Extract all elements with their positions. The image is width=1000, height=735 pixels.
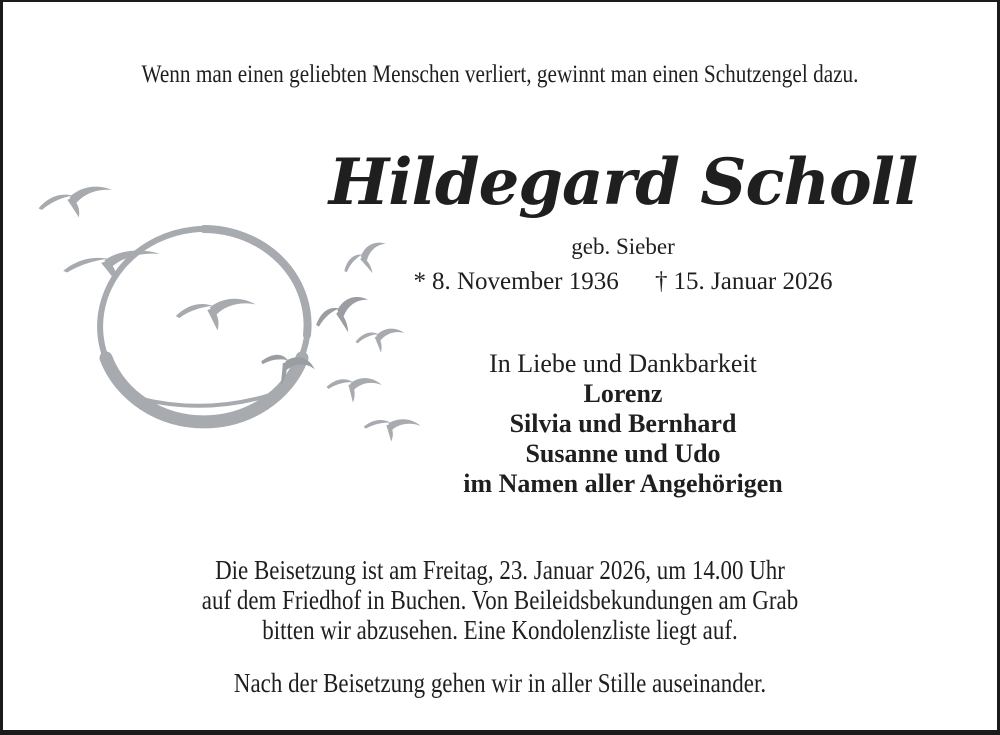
- birth-date-group: [413, 268, 625, 295]
- deceased-name: Hildegard Scholl: [328, 145, 918, 220]
- family-name-line: Lorenz: [583, 379, 663, 408]
- bird-icon: [37, 185, 115, 221]
- death-date-group: [655, 268, 833, 295]
- died-dagger-symbol: †: [655, 268, 668, 295]
- family-name-line: im Namen aller Angehörigen: [463, 469, 783, 498]
- family-intro: In Liebe und Dankbarkeit: [489, 349, 757, 378]
- family-name-line: Susanne und Udo: [525, 439, 721, 468]
- closing-line: Nach der Beisetzung gehen wir in aller Stille auseinander.: [233, 668, 767, 698]
- birth-date: 8. November 1936: [431, 268, 619, 295]
- born-asterisk-symbol: *: [413, 268, 426, 295]
- family-name-line: Silvia und Bernhard: [509, 409, 737, 438]
- life-dates: [243, 268, 1000, 296]
- funeral-line: bitten wir abzusehen. Eine Kondolenzliste liegt auf.: [262, 615, 738, 645]
- maiden-name: geb. Sieber: [571, 234, 675, 259]
- funeral-announcement: [78, 555, 923, 645]
- funeral-line: auf dem Friedhof in Buchen. Von Beileidsbekundungen am Grab: [201, 585, 799, 615]
- funeral-line: Die Beisetzung ist am Freitag, 23. Januar 2026, um 14.00 Uhr: [215, 555, 785, 585]
- bird-icon: [312, 294, 375, 340]
- death-date: 15. Januar 2026: [673, 268, 833, 295]
- family-block: [243, 349, 1000, 499]
- memorial-quote: Wenn man einen geliebten Menschen verliert, gewinnt man einen Schutzengel dazu.: [141, 61, 859, 88]
- bird-icon: [176, 299, 256, 331]
